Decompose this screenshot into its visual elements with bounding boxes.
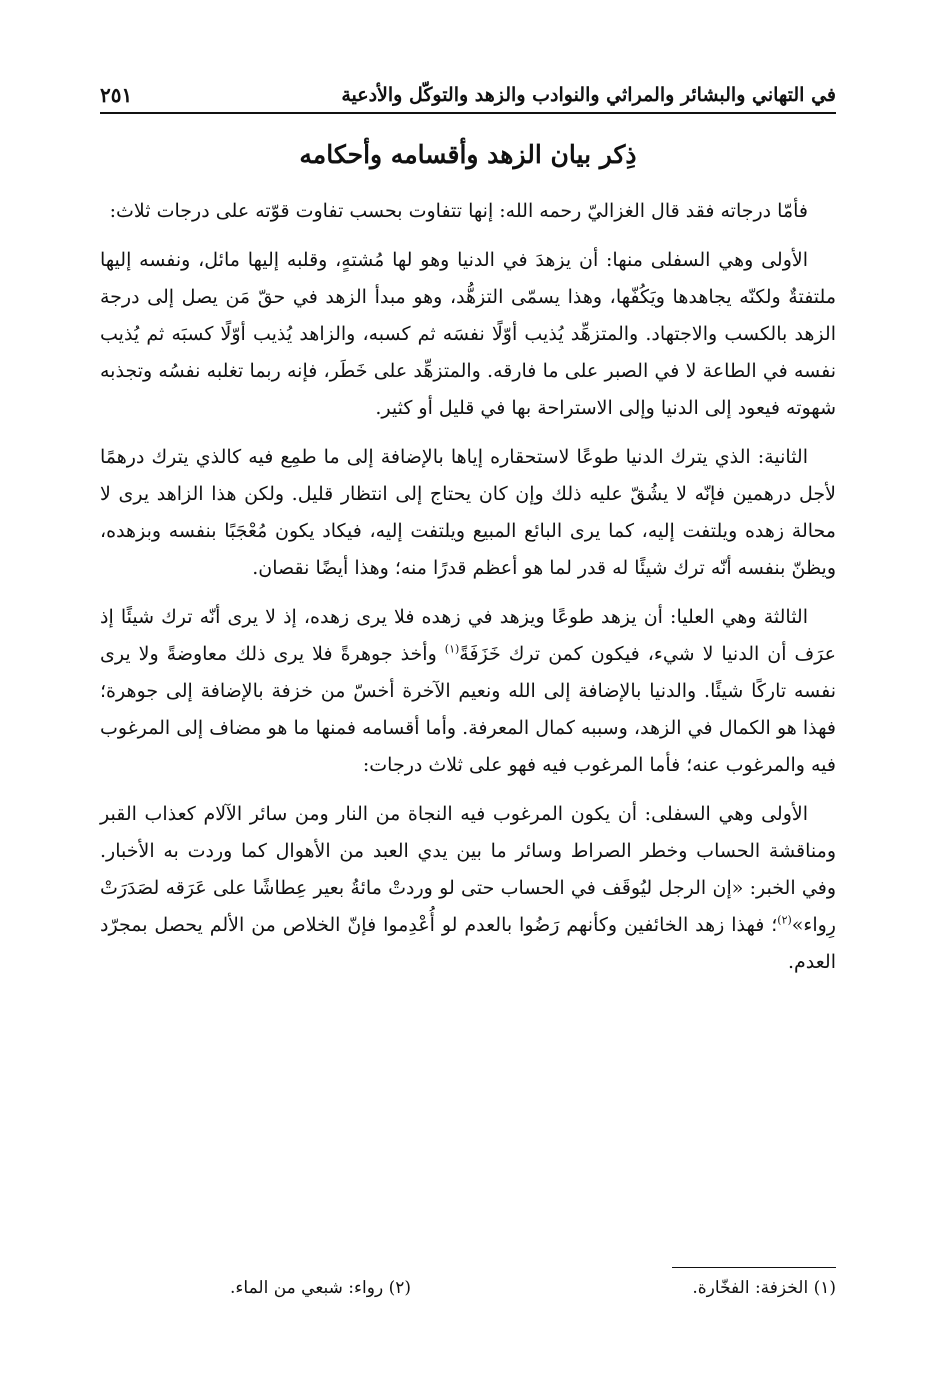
paragraph-text: وأخذ جوهرةً فلا يرى ذلك معاوضةً ولا يرى نفسه تاركًا شيئًا. والدنيا بالإضافة إلى الله ونعيم الآخرة أخسّ من خزفة بالإضافة إلى جوهرة؛ فهذا هو الكمال في الزهد، وسببه كمال المعرفة. وأما أقسامه فمنها ما هو مضاف إلى المرغوب فيه والمرغوب عنه؛ فأما المرغوب فيه فهو على ثلاث درجات: xyxy=(100,643,836,776)
paragraph-intro: فأمّا درجاته فقد قال الغزاليّ رحمه الله: إنها تتفاوت بحسب تفاوت قوّته على درجات ثلاث: xyxy=(109,200,808,222)
paragraph-text: ؛ فهذا زهد الخائفين وكأنهم رَضُوا بالعدم لو أُعْدِموا فإنّ الخلاص من الألم يحصل بمجرّد العدم. xyxy=(100,914,836,973)
page-number: ٢٥١ xyxy=(100,83,133,107)
running-header xyxy=(100,78,836,114)
paragraph-text: الأولى وهي السفلى: أن يكون المرغوب فيه النجاة من النار ومن سائر الآلام كعذاب القبر ومناقشة الحساب وخطر الصراط وسائر ما بين يدي العبد من الأهوال كما وردت به الأخبار. وفي الخبر: «إن الرجل ليُوقَف في الحساب حتى لو وردتْ مائةُ بعير عِطاشًا على عَرَقه لصَدَرَتْ رِواء» xyxy=(100,803,836,936)
paragraph-third-degree xyxy=(100,599,836,784)
footnote-marker: (٢) xyxy=(777,913,792,927)
section-title: ذِكر بيان الزهد وأقسامه وأحكامه xyxy=(299,140,637,169)
footnotes xyxy=(230,1278,836,1298)
paragraph-desired-first xyxy=(100,796,836,981)
paragraph-second-degree: الثانية: الذي يترك الدنيا طوعًا لاستحقاره إياها بالإضافة إلى ما طمِع فيه كالذي يترك درهمًا لأجل درهمين فإنّه لا يشُقّ عليه ذلك وإن كان يحتاج إلى انتظار قليل. ولكن هذا الزاهد يرى لا محالة زهده ويلتفت إليه، كما يرى البائع المبيع ويلتفت إليه، فيكاد يكون مُعْجَبًا بنفسه وبزهده، ويظنّ بنفسه أنّه ترك شيئًا له قدر لما هو أعظم قدرًا منه؛ وهذا أيضًا نقصان. xyxy=(100,446,836,579)
running-title: في التهاني والبشائر والمراثي والنوادب والزهد والتوكّل والأدعية xyxy=(341,84,836,106)
footnote-1: (١) الخزفة: الفخّارة. xyxy=(692,1278,836,1298)
body-text xyxy=(100,193,836,993)
footnote-2: (٢) رواء: شبعي من الماء. xyxy=(230,1278,411,1298)
paragraph-first-degree: الأولى وهي السفلى منها: أن يزهدَ في الدنيا وهو لها مُشتهٍ، وقلبه إليها مائل، ونفسه إليها ملتفتةٌ ولكنّه يجاهدها ويَكُفّها، وهذا يسمّى التزهُّد، وهو مبدأ الزهد في حقّ مَن يصل إلى درجة الزهد بالكسب والاجتهاد. والمتزهِّد يُذيب أوّلًا نفسَه ثم كسبه، والزاهد يُذيب أوّلًا كسبَه ثم يُذيب نفسه في الطاعة لا في الصبر على ما فارقه. والمتزهِّد على خَطَر، فإنه ربما تغلبه نفسُه وتجذبه شهوته فيعود إلى الدنيا وإلى الاستراحة بها في قليل أو كثير. xyxy=(100,249,836,419)
paragraph-text: الثالثة وهي العليا: أن يزهد طوعًا ويزهد في زهده فلا يرى زهده، إذ لا يرى أنّه ترك شيئًا إذ عرَف أن الدنيا لا شيء، فيكون كمن ترك خَزَفَةً xyxy=(100,606,836,665)
footnote-divider xyxy=(672,1267,836,1268)
footnote-marker: (١) xyxy=(444,642,460,656)
